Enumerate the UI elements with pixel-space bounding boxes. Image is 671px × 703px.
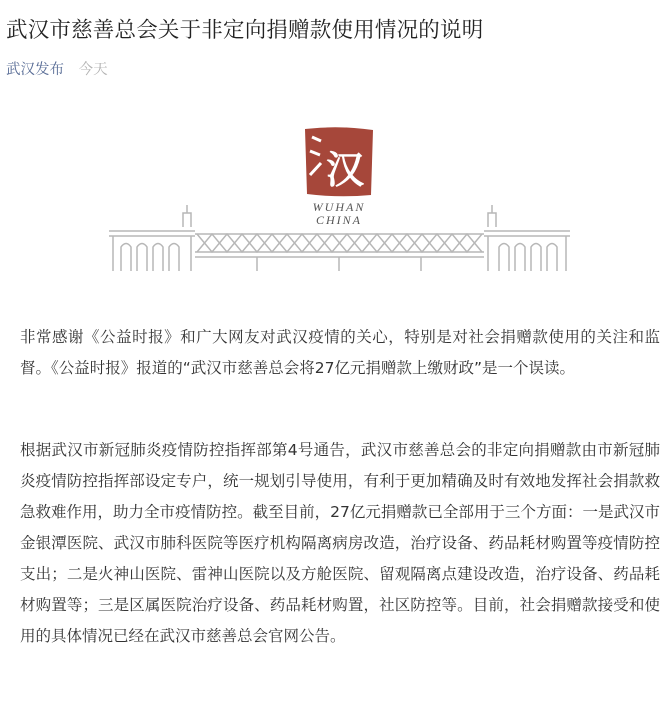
bridge-illustration (107, 125, 572, 275)
author-link[interactable]: 武汉发布 (6, 62, 64, 78)
article-title: 武汉市慈善总会关于非定向捐赠款使用情况的说明 (6, 18, 484, 43)
seal-mark (305, 127, 373, 196)
publish-date: 今天 (78, 62, 108, 78)
paragraph-2: 根据武汉市新冠肺炎疫情防控指挥部第4号通告，武汉市慈善总会的非定向捐赠款由市新冠肺炎疫情防控指挥部设定专户，统一规划引导使用，有利于更加精确及时有效地发挥社会捐款救急救难作用，助力全市疫情防控。截至目前，27亿元捐赠款已全部用于三个方面：一是武汉市金银潭医院、武汉市肺科医院等医疗机构隔离病房改造，治疗设备、药品耗材购置等疫情防控支出；二是火神山医院、雷神山医院以及方舱医院、留观隔离点建设改造，治疗设备、药品耗材购置等；三是区属医院治疗设备、药品耗材购置，社区防控等。目前，社会捐赠款接受和使用的具体情况已经在武汉市慈善总会官网公告。 (20, 441, 660, 645)
paragraph-1: 非常感谢《公益时报》和广大网友对武汉疫情的关心，特别是对社会捐赠款使用的关注和监督。《公益时报》报道的“武汉市慈善总会将27亿元捐赠款上缴财政”是一个误读。 (20, 328, 660, 377)
seal-character: 汉 (325, 147, 365, 192)
article-meta (6, 58, 108, 82)
wuhan-china-logo (107, 125, 572, 275)
logo-text-china: CHINA (316, 213, 362, 227)
logo-text-wuhan: WUHAN (312, 200, 366, 214)
